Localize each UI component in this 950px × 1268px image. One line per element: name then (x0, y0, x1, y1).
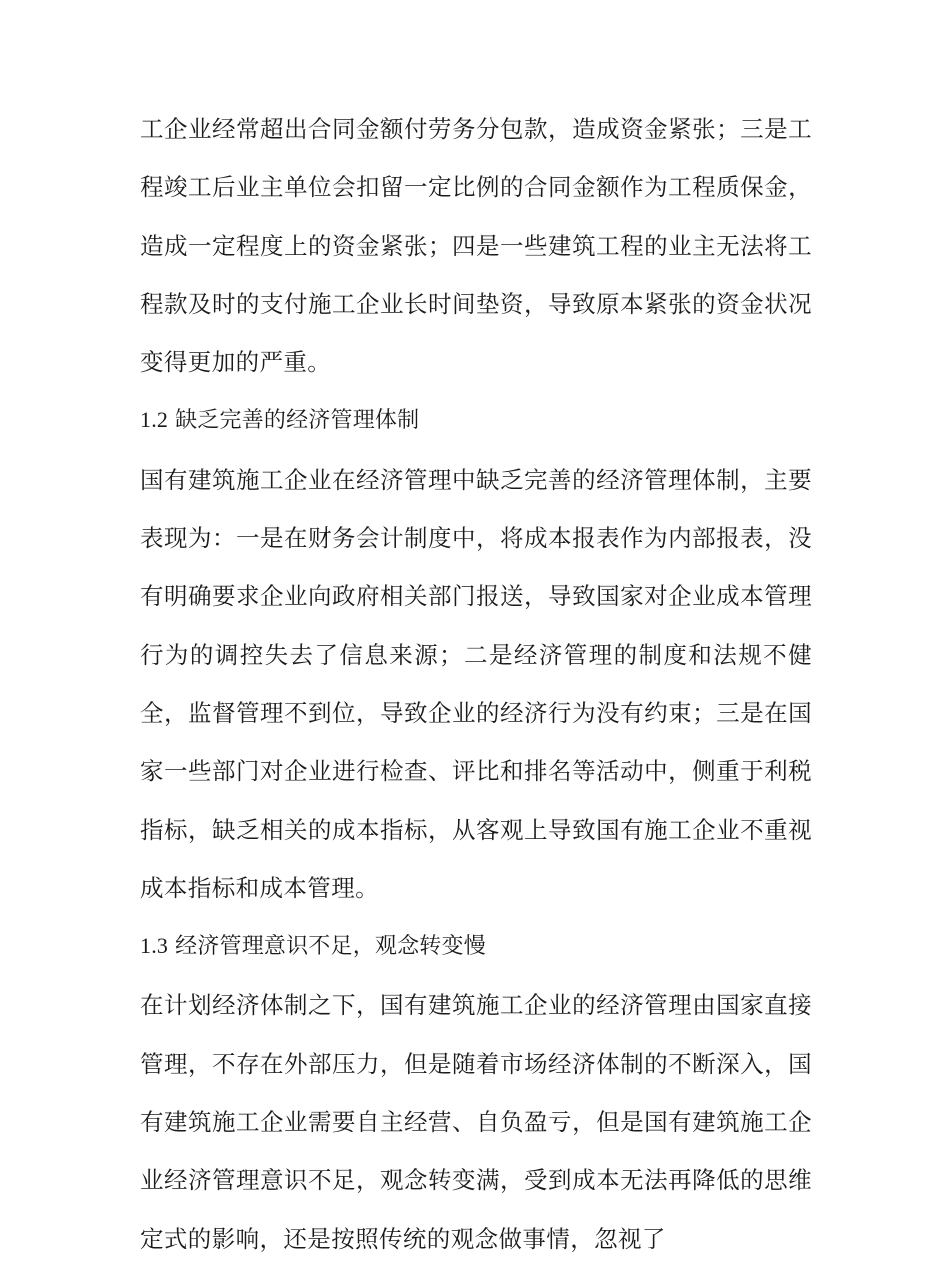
section-number: 1.3 (140, 933, 169, 959)
document-content (140, 100, 812, 1268)
section-title: 经济管理意识不足，观念转变慢 (175, 934, 486, 960)
section-heading (140, 917, 812, 976)
section-title: 缺乏完善的经济管理体制 (175, 408, 420, 434)
body-paragraph: 国有建筑施工企业在经济管理中缺乏完善的经济管理体制，主要表现为：一是在财务会计制度中，将成本报表作为内部报表，没有明确要求企业向政府相关部门报送，导致国家对企业成本管理行为的调控失去了信息来源；二是经济管理的制度和法规不健全，监督管理不到位，导致企业的经济行为没有约束；三是在国家一些部门对企业进行检查、评比和排名等活动中，侧重于利税指标，缺乏相关的成本指标，从客观上导致国有施工企业不重视成本指标和成本管理。 (140, 465, 812, 902)
section-heading (140, 391, 812, 450)
section-number: 1.2 (140, 407, 169, 433)
body-paragraph: 工企业经常超出合同金额付劳务分包款，造成资金紧张；三是工程竣工后业主单位会扣留一定比例的合同金额作为工程质保金，造成一定程度上的资金紧张；四是一些建筑工程的业主无法将工程款及时的支付施工企业长时间垫资，导致原本紧张的资金状况变得更加的严重。 (140, 115, 812, 377)
body-paragraph: 在计划经济体制之下，国有建筑施工企业的经济管理由国家直接管理，不存在外部压力，但是随着市场经济体制的不断深入，国有建筑施工企业需要自主经营、自负盈亏，但是国有建筑施工企业经济管理意识不足，观念转变满，受到成本无法再降低的思维定式的影响，还是按照传统的观念做事情，忽视了 (140, 991, 812, 1253)
